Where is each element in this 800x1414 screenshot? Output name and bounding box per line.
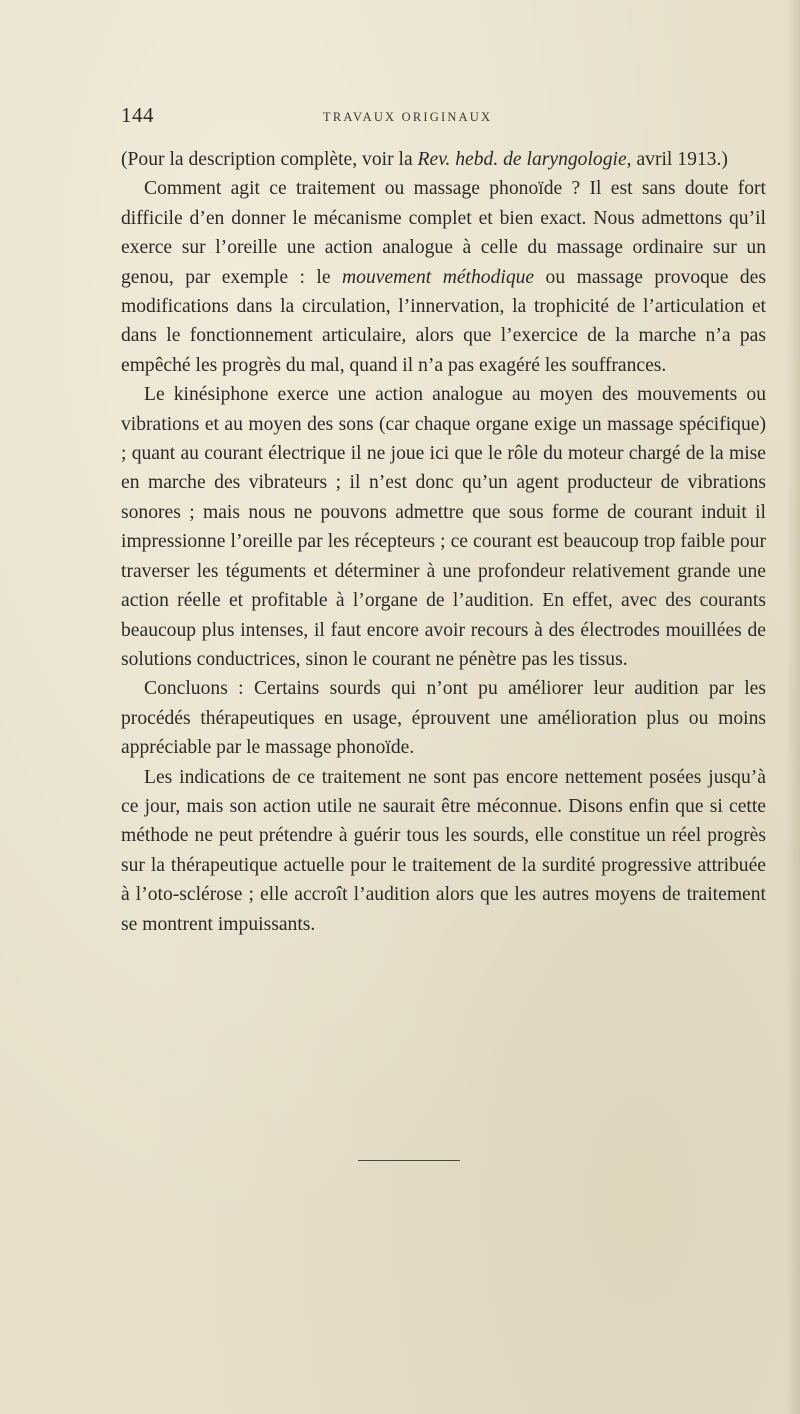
page-number: 144 xyxy=(121,103,154,127)
mechanism-emphasis: mouvement méthodique xyxy=(342,266,535,288)
paragraph-reference xyxy=(121,145,766,174)
paragraph-indications: Les indications de ce traitement ne sont pas encore nettement posées jusqu’à ce jour, mais son action utile ne saurait être méconnue. Disons enfin que si cette méthode ne peut prétendre à guérir tous les sourds, elle constitue un réel progrès sur la thérapeutique actuelle pour le traitement de la surdité progressive attribuée à l’oto-sclérose ; elle accroît l’audition alors que les autres moyens de traitement se montrent impuissants. xyxy=(121,766,766,935)
body-text xyxy=(121,145,766,939)
reference-date: , avril 1913.) xyxy=(626,149,728,170)
running-head: TRAVAUX ORIGINAUX xyxy=(323,110,493,124)
paragraph-mechanism xyxy=(121,174,766,380)
section-end-rule xyxy=(358,1160,460,1161)
journal-title: Rev. hebd. de laryngologie xyxy=(417,149,627,170)
page-edge-shadow xyxy=(786,0,800,1414)
paragraph-kinesiphone: Le kinésiphone exerce une action analogue au moyen des mouvements ou vibrations et au moyen des sons (car chaque organe exige un massage spécifique) ; quant au courant électrique il ne joue ici que le rôle du moteur chargé de la mise en marche des vibrateurs ; il n’est donc qu’un agent producteur de vibrations sonores ; mais nous ne pouvons admettre que sous forme de courant induit il impressionne l’oreille par les récepteurs ; ce courant est beaucoup trop faible pour traverser les téguments et déterminer à une profondeur relativement grande une action réelle et profitable à l’organe de l’audition. En effet, avec des courants beaucoup plus intenses, il faut encore avoir recours à des électrodes mouillées de solutions conductrices, sinon le courant ne pénètre pas les tissus. xyxy=(121,384,766,670)
paragraph-conclusion: Concluons : Certains sourds qui n’ont pu améliorer leur audition par les procédés thérapeutiques en usage, éprouvent une amélioration plus ou moins appréciable par le massage phonoïde. xyxy=(121,678,766,759)
mechanism-text-a: Comment agit ce traitement ou massage phonoïde ? Il est sans doute fort difficile d’en donner le mécanisme complet et bien exact. Nous admettons qu’il exerce sur l’oreille une action analogue à celle du massage ordinaire sur un genou, par exemple : le xyxy=(121,178,766,288)
reference-intro: (Pour la description complète, voir la xyxy=(121,149,418,170)
mechanism-text-b: ou massage provoque des modifications dans la circulation, l’innervation, la trophicité de l’articulation et dans le fonctionnement articulaire, alors que l’exercice de la marche n’a pas empêché les progrès du mal, quand il n’a pas exagéré les souffrances. xyxy=(121,266,767,376)
